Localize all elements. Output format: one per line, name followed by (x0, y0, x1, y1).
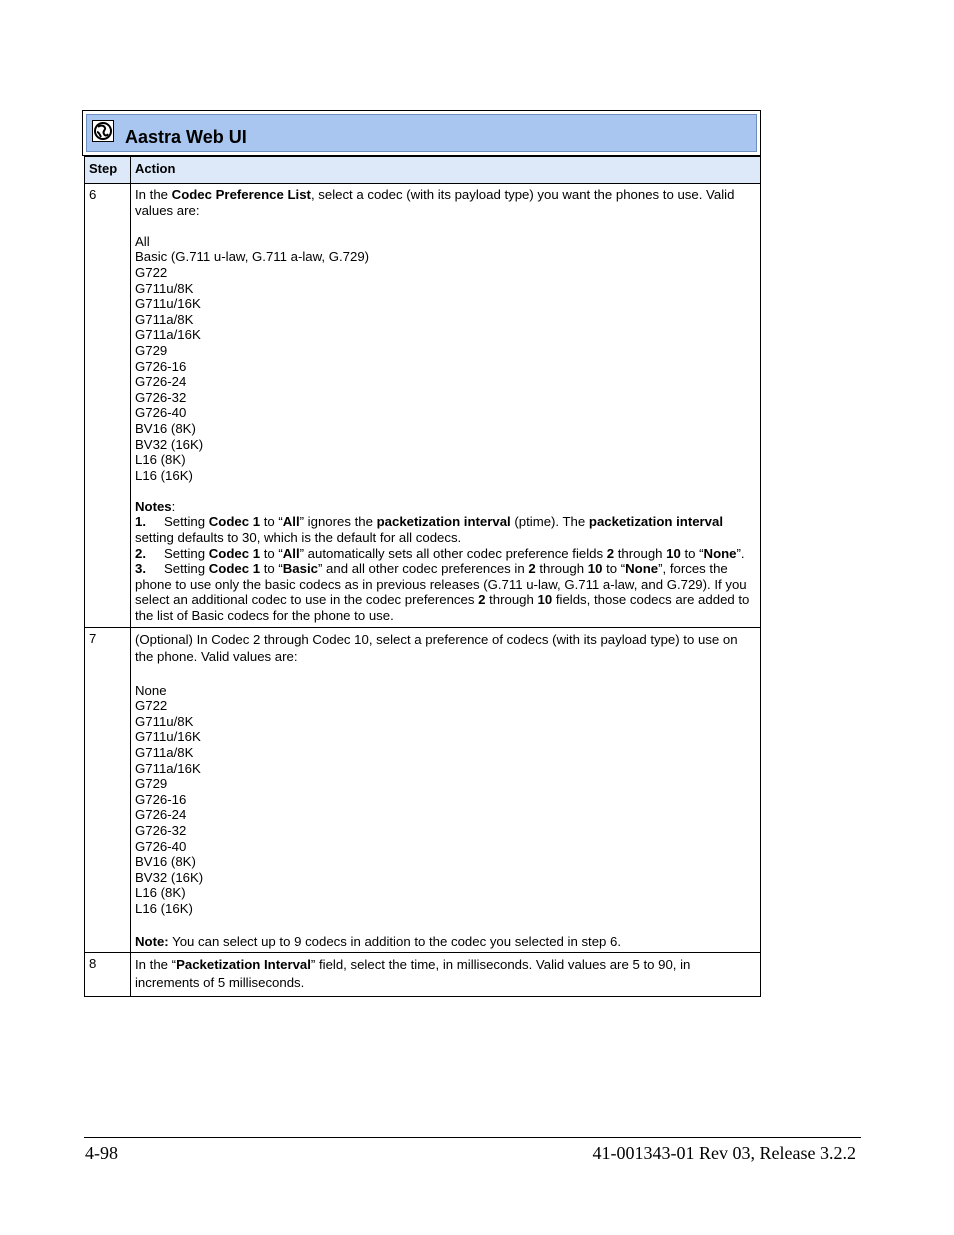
procedure-table (84, 156, 761, 997)
list-item: L16 (16K) (135, 900, 193, 916)
list-item: G711u/8K (135, 280, 194, 296)
document-id: 41-001343-01 Rev 03, Release 3.2.2 (592, 1143, 856, 1163)
step-action (131, 953, 761, 997)
list-item: L16 (8K) (135, 452, 186, 468)
note-2: 2. Setting Codec 1 to “All” automatically sets all other codec preference fields 2 through 10 to “None”. (135, 545, 745, 561)
list-item: G711u/16K (135, 296, 201, 312)
step-number: 6 (85, 184, 131, 628)
valid-values-list (135, 234, 756, 484)
list-item: BV32 (16K) (135, 869, 204, 885)
list-item: G711u/8K (135, 713, 194, 729)
list-item: G711a/16K (135, 760, 201, 776)
globe-icon (92, 120, 114, 142)
list-item: Basic (G.711 u-law, G.711 a-law, G.729) (135, 249, 370, 265)
list-item: G711a/8K (135, 311, 194, 327)
list-item: G726-16 (135, 358, 187, 374)
list-item: L16 (8K) (135, 885, 186, 901)
list-item: G726-40 (135, 838, 187, 854)
list-item: G726-40 (135, 405, 187, 421)
step-intro: In the Codec Preference List, select a codec (with its payload type) you want the phones to use. Valid values are: (135, 187, 735, 218)
header-action: Action (131, 157, 761, 184)
notes-heading: Notes: (135, 498, 176, 514)
list-item: G726-32 (135, 389, 187, 405)
list-item: L16 (16K) (135, 467, 193, 483)
table-row (85, 627, 761, 953)
list-item: G726-24 (135, 807, 187, 823)
table-row (85, 184, 761, 628)
step-number: 7 (85, 627, 131, 953)
note-3: 3. Setting Codec 1 to “Basic” and all other codec preferences in 2 through 10 to “None”, forces the phone to use only the basic codecs as in previous releases (G.711 u-law, G.711 a-law, and G.729). If you select an additional codec to use in the codec preferences 2 through 10 fields, those codecs are added to the list of Basic codecs for the phone to use. (135, 561, 750, 624)
header-step: Step (85, 157, 131, 184)
table-header-row (85, 157, 761, 184)
list-item: BV16 (8K) (135, 854, 196, 870)
list-item: G711a/8K (135, 745, 194, 760)
list-item: G726-24 (135, 374, 187, 390)
step-number: 8 (85, 953, 131, 997)
table-row (85, 953, 761, 997)
list-item: All (135, 233, 150, 249)
list-item: G722 (135, 698, 168, 714)
step-intro: (Optional) In Codec 2 through Codec 10, select a preference of codecs (with its payload type) to use on the phone. Valid values are: (135, 631, 738, 664)
banner-title: Aastra Web UI (125, 127, 247, 147)
list-item: G726-16 (135, 791, 187, 807)
list-item: BV16 (8K) (135, 420, 196, 436)
list-item: G726-32 (135, 822, 187, 838)
step-action (131, 627, 761, 953)
note-1: 1. Setting Codec 1 to “All” ignores the packetization interval (ptime). The packetization interval setting defaults to 30, which is the default for all codecs. (135, 514, 724, 546)
list-item: None (135, 682, 167, 698)
list-item: G711a/16K (135, 327, 201, 343)
footer-divider (84, 1137, 861, 1138)
step-note: Note: You can select up to 9 codecs in addition to the codec you selected in step 6. (135, 933, 622, 949)
list-item: BV32 (16K) (135, 436, 204, 452)
list-item: G729 (135, 342, 168, 358)
list-item: G722 (135, 264, 168, 280)
valid-values-list (135, 683, 756, 917)
section-banner (82, 110, 761, 156)
list-item: G729 (135, 776, 168, 792)
step-intro: In the “Packetization Interval” field, select the time, in milliseconds. Valid values are 5 to 90, in increments of 5 milliseconds. (135, 957, 691, 991)
list-item: G711u/16K (135, 729, 201, 745)
step-action (131, 184, 761, 628)
page-number: 4-98 (85, 1143, 118, 1163)
